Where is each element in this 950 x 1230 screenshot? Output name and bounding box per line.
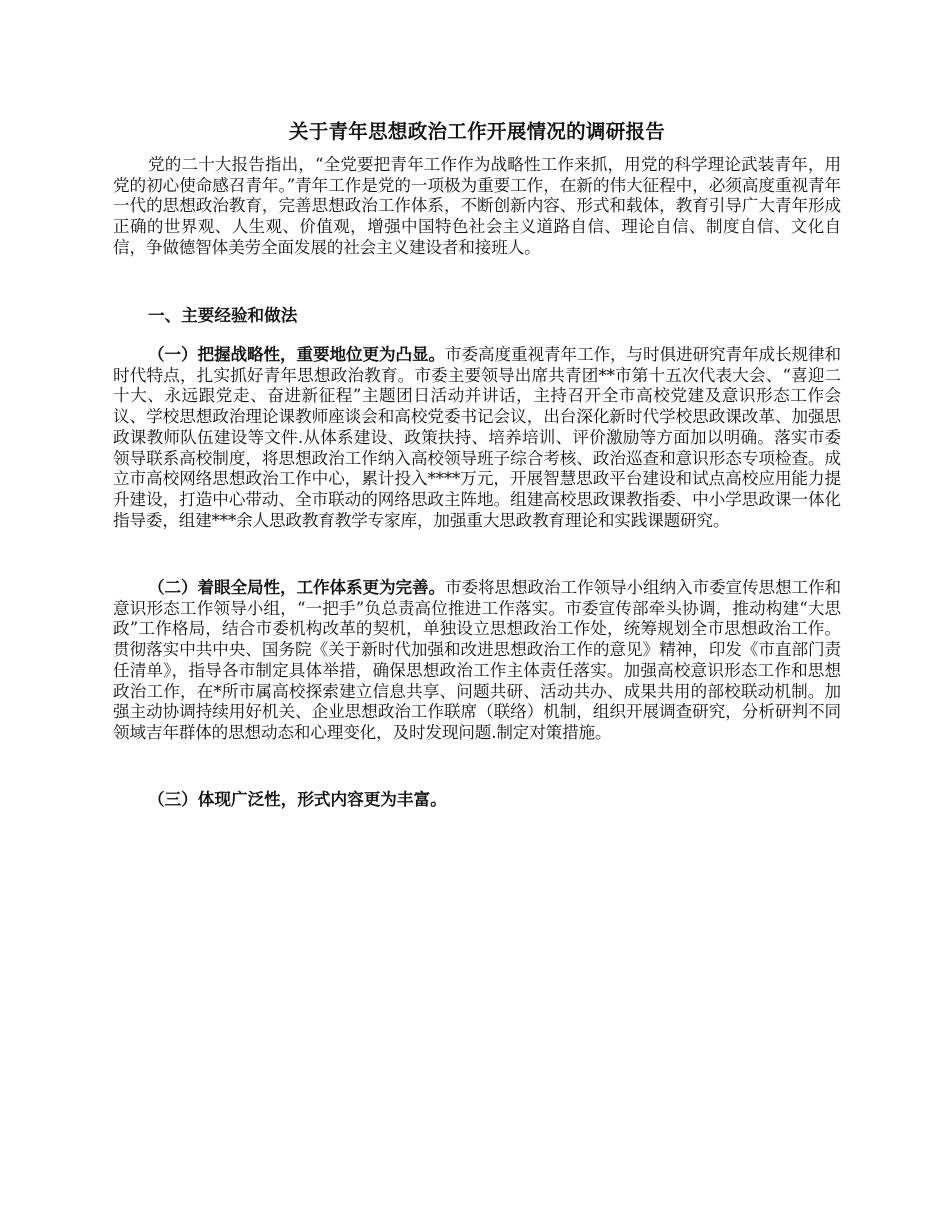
item-heading-3: （三）体现广泛性，形式内容更为丰富。 xyxy=(148,790,447,809)
item-lead-1: （一）把握战略性，重要地位更为凸显。 xyxy=(148,345,446,364)
item-body-2: 市委将思想政治工作领导小组纳入市委宣传思想工作和意识形态工作领导小组，“一把手”负总责高位推进工作落实。市委宣传部牵头协调，推动构建“大思政”工作格局，结合市委机构改革的契机，单独设立思想政治工作处，统筹规划全市思想政治工作。贯彻落实中共中央、国务院《关于新时代加强和改进思想政治工作的意见》精神，印发《市直部门责任清单》，指导各市制定具体举措，确保思想政治工作主体责任落实。加强高校意识形态工作和思想政治工作，在*所市属高校探索建立信息共享、问题共研、活动共办、成果共用的部校联动机制。加强主动协调持续用好机关、企业思想政治工作联席（联络）机制，组织开展调查研究，分析研判不同领域吉年群体的思想动态和心理变化，及时发现问题.制定对策措施。 xyxy=(113,578,841,742)
item-paragraph-1 xyxy=(113,345,841,531)
item-lead-2: （二）着眼全局性，工作体系更为完善。 xyxy=(148,578,446,597)
document-title: 关于青年思想政治工作开展情况的调研报告 xyxy=(288,120,666,143)
item-paragraph-2 xyxy=(113,578,841,744)
section-heading: 一、主要经验和做法 xyxy=(148,306,298,325)
item-body-1: 市委高度重视青年工作，与时俱进研究青年成长规律和时代特点，扎实抓好青年思想政治教育。市委主要领导出席共青团**市第十五次代表大会、“喜迎二十大、永远跟党走、奋进新征程”主题团日活动并讲话，主持召开全市高校党建及意识形态工作会议、学校思想政治理论课教师座谈会和高校党委书记会议，出台深化新时代学校思政课改革、加强思政课教师队伍建设等文件.从体系建设、政策扶持、培养培训、评价激励等方面加以明确。落实市委领导联系高校制度，将思想政治工作纳入高校领导班子综合考核、政治巡查和意识形态专项检查。成立市高校网络思想政治工作中心，累计投入****万元，开展智慧思政平台建设和试点高校应用能力提升建设，打造中心带动、全市联动的网络思政主阵地。组建高校思政课教指委、中小学思政课一体化指导委，组建***余人思政教育教学专家库，加强重大思政教育理论和实践课题研究。 xyxy=(113,345,841,530)
intro-paragraph: 党的二十大报告指出，“全党要把青年工作作为战略性工作来抓，用党的科学理论武装青年，用党的初心使命感召青年。”青年工作是党的一项极为重要工作，在新的伟大征程中，必须高度重视青年一代的思想政治教育，完善思想政治工作体系，不断创新内容、形式和载体，教育引导广大青年形成正确的世界观、人生观、价值观，增强中国特色社会主义道路自信、理论自信、制度自信、文化自信，争做德智体美劳全面发展的社会主义建设者和接班人。 xyxy=(113,155,841,257)
